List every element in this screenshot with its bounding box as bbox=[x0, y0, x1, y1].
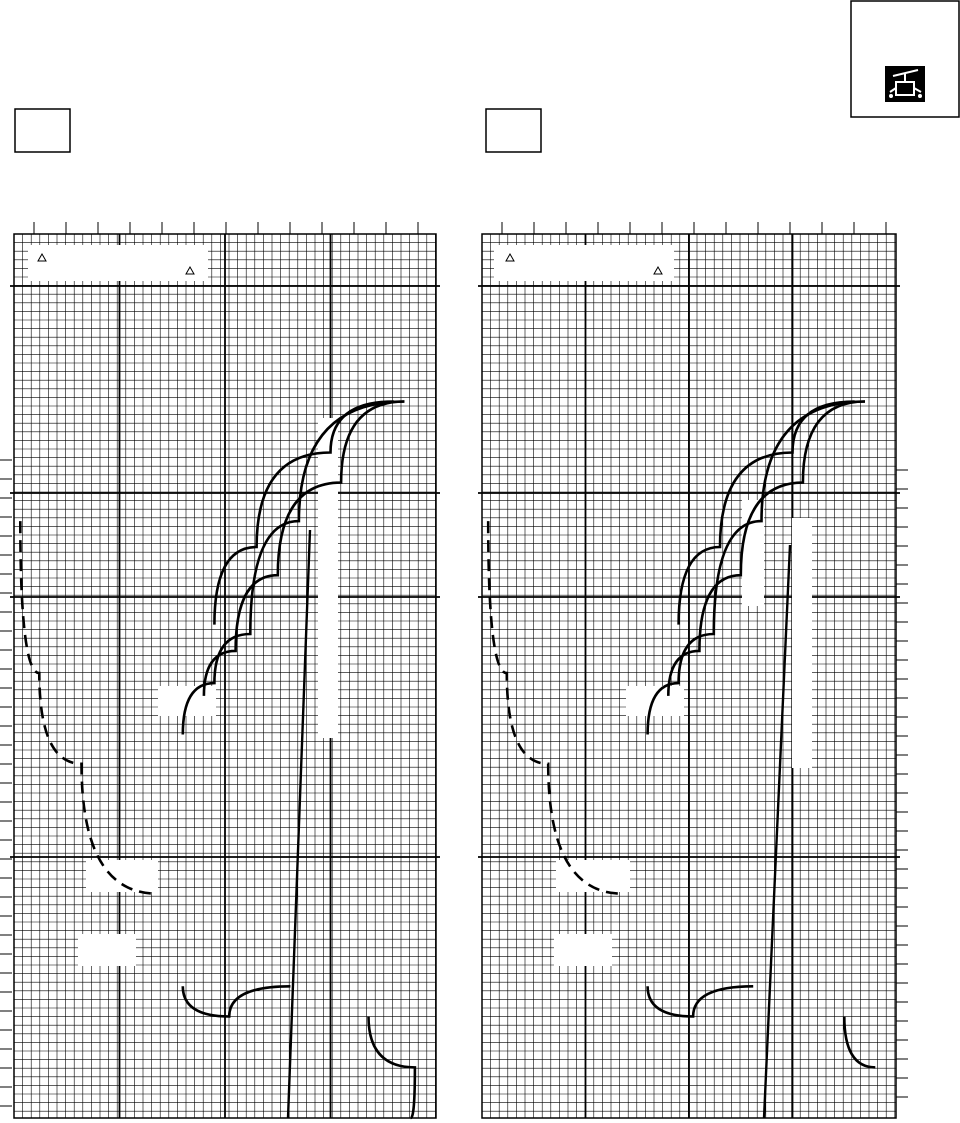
series-line-3 bbox=[679, 402, 855, 625]
reference-line bbox=[764, 545, 790, 1118]
corner-icon-box bbox=[851, 1, 959, 117]
right-panel-header-box bbox=[486, 109, 541, 152]
right-chart-panel bbox=[478, 222, 900, 1118]
series-line-1 bbox=[183, 402, 405, 735]
label-mask-box bbox=[318, 418, 338, 738]
series-line-2 bbox=[204, 402, 405, 696]
label-mask-box bbox=[86, 860, 158, 892]
helicopter-icon bbox=[885, 66, 925, 102]
left-grid bbox=[10, 222, 440, 1118]
label-mask-box bbox=[78, 934, 136, 966]
series-line-2 bbox=[668, 402, 865, 696]
label-mask-box bbox=[554, 934, 612, 966]
label-mask-box bbox=[626, 686, 684, 716]
right-legend-box bbox=[494, 245, 674, 281]
reference-line bbox=[288, 530, 310, 1118]
series-line-0 bbox=[20, 521, 157, 894]
right-grid bbox=[478, 222, 900, 1118]
label-mask-box bbox=[792, 518, 812, 768]
left-legend-box bbox=[28, 245, 208, 281]
left-panel-header-box bbox=[15, 109, 70, 152]
left-chart-panel bbox=[10, 222, 440, 1118]
